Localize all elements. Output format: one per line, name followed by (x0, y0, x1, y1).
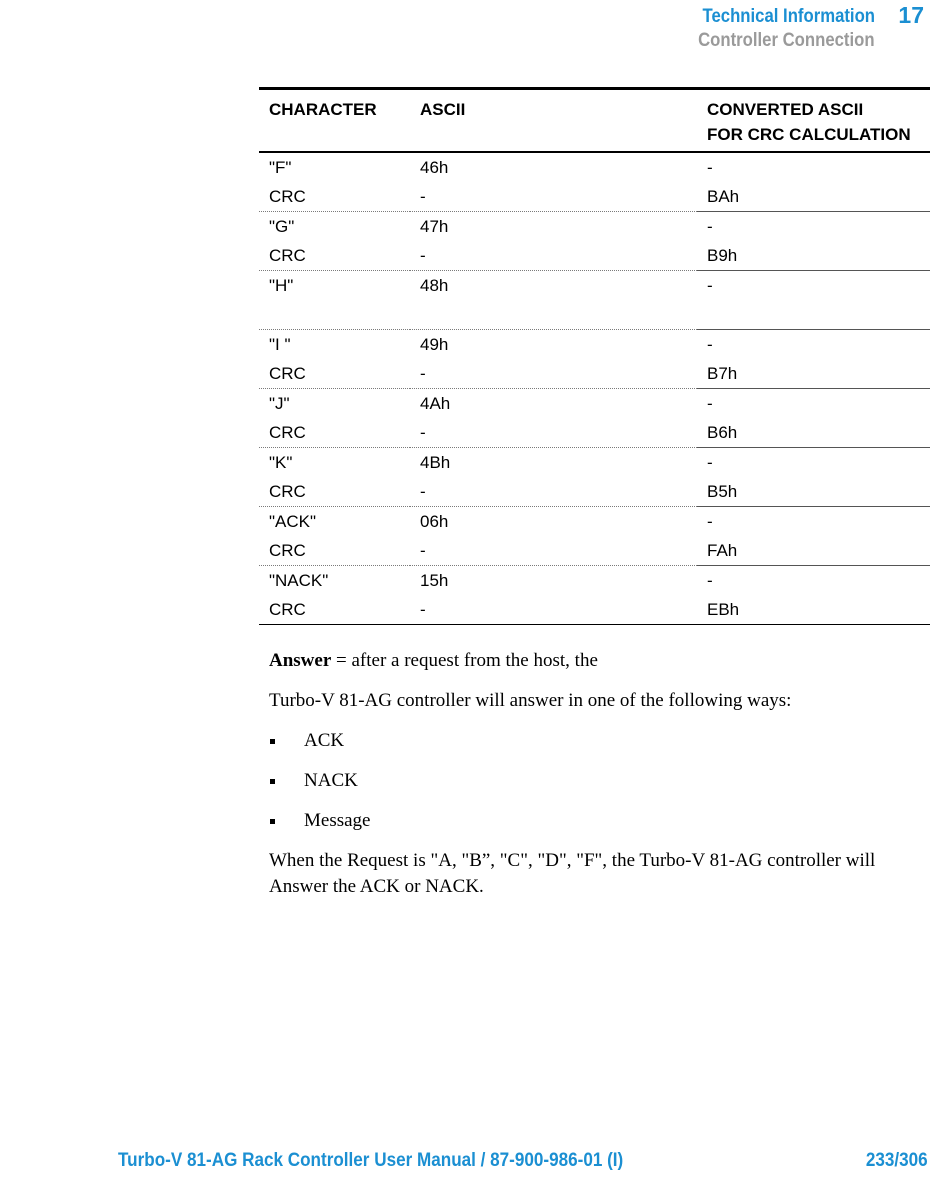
table-cell: "ACK" (269, 512, 317, 531)
table-cell: "H" (269, 276, 294, 295)
table-cell: CRC (259, 595, 410, 625)
footer-page-number: 233/306 (866, 1150, 928, 1171)
table-cell: - (410, 595, 697, 625)
table-cell: "G" (269, 217, 295, 236)
bullet-square-icon (270, 819, 275, 824)
table-cell: FAh (697, 536, 930, 566)
answer-term: Answer (269, 650, 332, 671)
section-title: Technical Information (702, 6, 875, 27)
table-cell: "J" (269, 394, 290, 413)
list-item-label: ACK (304, 730, 345, 751)
table-row (259, 418, 930, 448)
table-cell: - (707, 453, 713, 472)
answer-definition: = after a request from the host, the (331, 650, 598, 671)
table-cell: B7h (697, 359, 930, 389)
answer-list (269, 728, 919, 834)
table-cell: B5h (697, 477, 930, 507)
table-cell: 4Ah (420, 394, 451, 413)
table-cell: CRC (259, 359, 410, 389)
table-cell: CRC (259, 418, 410, 448)
crc-table (259, 87, 930, 625)
table-cell: B9h (697, 241, 930, 271)
table-cell (697, 300, 930, 330)
bullet-square-icon (270, 739, 275, 744)
table-row (259, 566, 930, 596)
table-row (259, 359, 930, 389)
table-row (259, 330, 930, 360)
table-row (259, 182, 930, 212)
table-cell: CRC (259, 241, 410, 271)
list-item-label: Message (304, 810, 371, 831)
body-text (269, 648, 919, 914)
table-cell: CRC (259, 536, 410, 566)
table-group-i (259, 330, 930, 389)
table-cell: - (707, 512, 713, 531)
table-cell: "F" (269, 158, 292, 177)
table-cell: - (410, 359, 697, 389)
table-cell: 48h (420, 276, 449, 295)
table-group-g (259, 212, 930, 271)
list-item (269, 768, 919, 794)
table-cell: - (707, 217, 713, 236)
answer-ways-paragraph: Turbo-V 81-AG controller will answer in one of the following ways: (269, 690, 792, 711)
table-cell: - (410, 536, 697, 566)
list-item (269, 728, 919, 754)
table-row (259, 507, 930, 537)
table-cell: - (410, 182, 697, 212)
table-row (259, 152, 930, 182)
request-note: When the Request is "A, "B”, "C", "D", "F", the Turbo-V 81-AG controller will Answer the ACK or NACK. (269, 850, 876, 897)
table-row (259, 212, 930, 242)
table-cell: - (410, 418, 697, 448)
table-cell: - (707, 394, 713, 413)
table-group-nack (259, 566, 930, 625)
table-cell (410, 300, 697, 330)
column-header-character: CHARACTER (269, 100, 377, 119)
table-cell: CRC (259, 477, 410, 507)
table-row (259, 271, 930, 301)
table-group-h (259, 271, 930, 330)
table-row (259, 448, 930, 478)
chapter-number: 17 (898, 2, 924, 28)
table-cell: - (410, 241, 697, 271)
table-cell: 15h (420, 571, 449, 590)
table-cell: EBh (697, 595, 930, 625)
table-cell: 49h (420, 335, 449, 354)
table-cell: - (410, 477, 697, 507)
table-cell: CRC (259, 182, 410, 212)
table-cell: 06h (420, 512, 449, 531)
table-cell: 4Bh (420, 453, 451, 472)
table-row (259, 389, 930, 419)
table-header-row (259, 89, 930, 153)
table-cell: "NACK" (269, 571, 329, 590)
list-item-label: NACK (304, 770, 358, 791)
answer-paragraph (269, 648, 919, 674)
table-cell: - (707, 158, 713, 177)
table-group-f (259, 152, 930, 212)
table-cell: B6h (697, 418, 930, 448)
list-item (269, 808, 919, 834)
table-row (259, 595, 930, 625)
table-group-j (259, 389, 930, 448)
table-row (259, 300, 930, 330)
table-row (259, 477, 930, 507)
table-cell: 46h (420, 158, 449, 177)
table-cell: "I " (269, 335, 291, 354)
column-header-ascii: ASCII (420, 100, 466, 119)
table-group-k (259, 448, 930, 507)
table-cell: "K" (269, 453, 293, 472)
column-header-converted-ascii: CONVERTED ASCII FOR CRC CALCULATION (707, 100, 911, 144)
table-row (259, 241, 930, 271)
table-cell: 47h (420, 217, 449, 236)
table-cell (259, 300, 410, 330)
table-row (259, 536, 930, 566)
section-subtitle: Controller Connection (698, 30, 875, 51)
table-cell: - (707, 335, 713, 354)
footer-manual-title: Turbo-V 81-AG Rack Controller User Manual / 87-900-986-01 (I) (118, 1150, 624, 1171)
table-cell: - (707, 276, 713, 295)
table-cell: - (707, 571, 713, 590)
table-cell: BAh (697, 182, 930, 212)
bullet-square-icon (270, 779, 275, 784)
table-group-ack (259, 507, 930, 566)
